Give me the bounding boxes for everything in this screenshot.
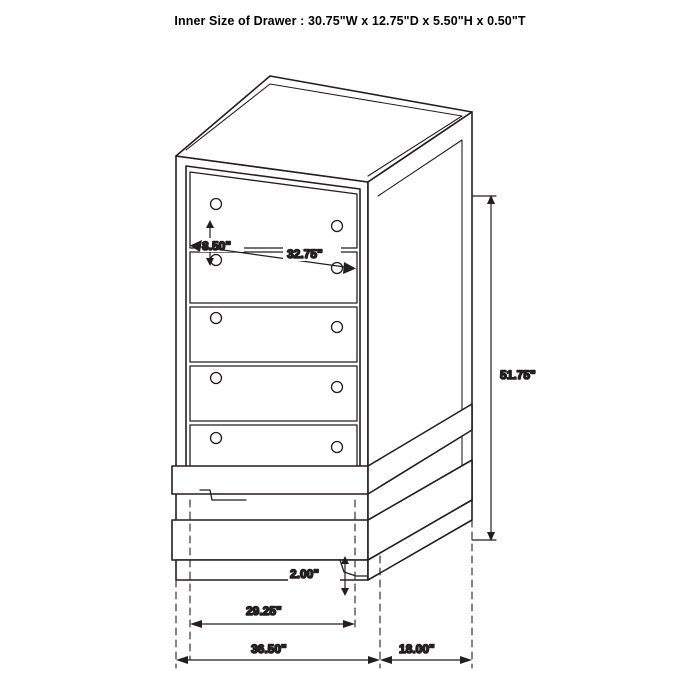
dimension-label-total-height: 51.75" [500, 368, 536, 382]
dimension-label-base-inner-width: 29.25" [246, 604, 282, 618]
dimension-base-inner-width [190, 620, 355, 628]
dimension-label-drawer-width: 32.75" [287, 247, 323, 261]
dimension-label-foot-height: 2.00" [290, 567, 320, 581]
dimension-total-depth [380, 656, 472, 664]
dimension-label-total-depth: 18.00" [399, 642, 435, 656]
dimension-label-total-width: 36.50" [251, 642, 287, 656]
drawer-handle [211, 199, 222, 210]
drawer-handle [332, 382, 343, 393]
drawer-row [190, 307, 357, 362]
drawer-handle [211, 433, 222, 444]
dimension-total-width [176, 656, 380, 664]
page-title: Inner Size of Drawer : 30.75"W x 12.75"D x 5.50"H x 0.50"T [174, 14, 526, 28]
drawer-handle [332, 322, 343, 333]
drawer-stack [190, 172, 357, 480]
dimension-label-drawer-height: 8.50" [202, 239, 232, 253]
drawer-handle [332, 442, 343, 453]
dimension-total-height [472, 195, 496, 541]
drawer-handle [332, 221, 343, 232]
drawer-handle [211, 373, 222, 384]
drawer-handle [211, 313, 222, 324]
drawer-handle [332, 263, 343, 274]
drawer-row [190, 366, 357, 421]
